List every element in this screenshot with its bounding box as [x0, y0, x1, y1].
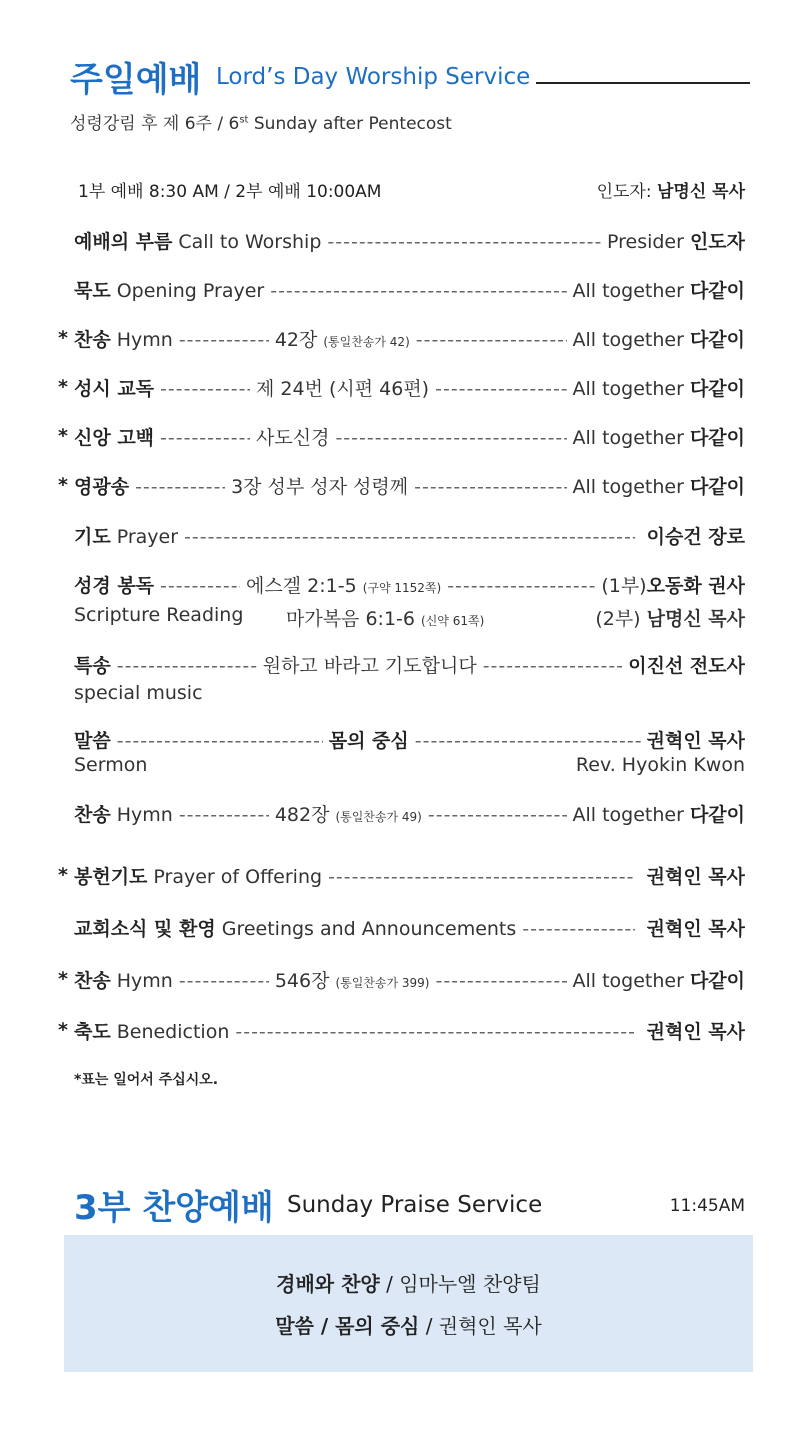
scripture-ko: 성경 봉독: [74, 575, 155, 597]
dash-leader: [235, 1021, 634, 1043]
scripture-passage-1: 에스겔 2:1-5: [246, 575, 357, 597]
sermon-row-2: [74, 754, 745, 776]
order-item-ko: 찬송: [74, 804, 111, 826]
subtitle-sup: st: [239, 114, 249, 126]
scripture-mid-2: [286, 604, 484, 631]
dash-leader: [117, 730, 323, 752]
dash-leader: [328, 866, 635, 888]
dash-leader: [414, 476, 566, 498]
special-music-row: [74, 651, 745, 678]
dash-leader: [184, 526, 635, 548]
scripture-reader-1: 오동화 권사: [646, 575, 745, 597]
dash-leader: [435, 378, 566, 400]
order-item-en: Hymn: [116, 329, 173, 351]
order-item-leader-ko: 다같이: [689, 280, 745, 302]
order-item-leader-ko: 다같이: [689, 970, 745, 992]
order-item-ko: 기도: [74, 526, 111, 548]
order-row: [74, 800, 745, 827]
page-title-en: Lord’s Day Worship Service: [216, 64, 531, 90]
praise-title-en: Sunday Praise Service: [287, 1192, 543, 1218]
order-row: [74, 374, 745, 401]
praise-title-ko: 3부 찬양예배: [74, 1188, 274, 1228]
order-item-leader-en: All together: [572, 476, 684, 498]
order-item-detail-text: 사도신경: [256, 427, 330, 449]
order-item-leader-ko: 다같이: [689, 476, 745, 498]
order-item-leader-ko: 권혁인 목사: [646, 1021, 745, 1043]
standing-mark: *: [58, 864, 68, 886]
subtitle-pre: 성령강림 후 제 6주 / 6: [70, 114, 240, 134]
order-item-detail-text: 546장: [274, 970, 330, 992]
order-item-leader-en: All together: [572, 378, 684, 400]
order-row: [74, 1017, 745, 1044]
scripture-passage-2: 마가복음 6:1-6: [286, 608, 415, 630]
order-item-detail-small: (통일찬송가 49): [335, 810, 422, 824]
order-item-leader-en: Presider: [606, 231, 684, 253]
order-row: [74, 914, 745, 941]
scripture-row: [74, 571, 745, 598]
order-item-leader-ko: 다같이: [689, 804, 745, 826]
order-item-leader-ko: 다같이: [689, 378, 745, 400]
sermon-preacher-en: Rev. Hyokin Kwon: [575, 754, 745, 776]
order-item-detail: [275, 800, 422, 827]
order-row: [74, 862, 745, 889]
order-item-en: Greetings and Announcements: [221, 918, 517, 940]
order-item-ko: 신앙 고백: [74, 427, 155, 449]
subtitle: [70, 109, 452, 134]
praise-line-2-rest: / 권혁인 목사: [419, 1314, 542, 1338]
order-item-ko: 축도: [74, 1021, 111, 1043]
scripture-page-2: (신약 61쪽): [421, 614, 485, 628]
praise-line-1-rest: / 임마누엘 찬양팀: [379, 1272, 541, 1296]
praise-line-1-bold: 경배와 찬양: [276, 1272, 380, 1296]
dash-leader: [117, 655, 257, 677]
scripture-service-2: (2부): [595, 608, 641, 630]
dash-leader: [179, 804, 269, 826]
dash-leader: [522, 918, 634, 940]
dash-leader: [179, 329, 269, 351]
order-item-leader-en: All together: [572, 970, 684, 992]
order-item-en: Opening Prayer: [116, 280, 265, 302]
sermon-row: [74, 726, 745, 753]
dash-leader: [428, 804, 567, 826]
sermon-ko: 말씀: [74, 730, 111, 752]
standing-mark: *: [58, 425, 68, 447]
dash-leader: [447, 575, 595, 597]
dash-leader: [179, 970, 269, 992]
title-divider: [536, 82, 750, 84]
order-item-leader-en: All together: [572, 329, 684, 351]
presider-info: [597, 177, 745, 202]
order-item-en: Benediction: [116, 1021, 230, 1043]
title-row: [70, 52, 750, 102]
order-row: [74, 472, 745, 499]
order-item-leader-ko: 다같이: [689, 427, 745, 449]
order-item-en: Hymn: [116, 804, 173, 826]
order-item-en: Hymn: [116, 970, 173, 992]
sermon-en: Sermon: [74, 754, 148, 776]
dash-leader: [160, 427, 250, 449]
dash-leader: [416, 329, 567, 351]
service-times: [78, 177, 745, 202]
order-item-ko: 영광송: [74, 476, 130, 498]
scripture-service-1: (1부): [601, 575, 647, 597]
scripture-mid: [246, 571, 441, 598]
order-item-detail: [231, 472, 408, 499]
order-row: [74, 522, 745, 549]
scripture-page-1: (구약 1152쪽): [362, 581, 442, 595]
standing-mark: *: [58, 1019, 68, 1041]
standing-mark: *: [58, 968, 68, 990]
presider-label: 인도자:: [596, 182, 657, 202]
dash-leader: [160, 575, 240, 597]
dash-leader: [415, 730, 641, 752]
order-item-leader-en: All together: [572, 280, 684, 302]
order-row: [74, 276, 745, 303]
order-item-ko: 교회소식 및 환영: [74, 918, 216, 940]
standing-mark: *: [58, 327, 68, 349]
order-item-ko: 찬송: [74, 329, 111, 351]
special-performer: 이진선 전도사: [628, 655, 745, 677]
order-item-leader-en: All together: [572, 427, 684, 449]
order-item-ko: 예배의 부름: [74, 231, 173, 253]
order-item-detail-text: 42장: [274, 329, 318, 351]
scripture-reader-2: 남명신 목사: [646, 608, 745, 630]
dash-leader: [335, 427, 566, 449]
order-item-leader-ko: 권혁인 목사: [646, 866, 745, 888]
praise-box: [64, 1235, 753, 1372]
dash-leader: [435, 970, 566, 992]
special-title: 원하고 바라고 기도합니다: [262, 655, 477, 677]
praise-line-2: [64, 1310, 753, 1339]
order-item-leader-en: All together: [572, 804, 684, 826]
order-row: [74, 227, 745, 254]
order-item-detail-text: 3장 성부 성자 성령께: [231, 476, 409, 498]
scripture-en: Scripture Reading: [74, 604, 244, 626]
order-item-ko: 봉헌기도: [74, 866, 148, 888]
special-ko: 특송: [74, 655, 111, 677]
dash-leader: [270, 280, 566, 302]
order-item-detail-small: (통일찬송가 399): [335, 976, 430, 990]
order-row: [74, 966, 745, 993]
order-item-en: Call to Worship: [178, 231, 322, 253]
order-item-detail: [275, 966, 430, 993]
order-item-ko: 찬송: [74, 970, 111, 992]
dash-leader: [160, 378, 250, 400]
service-times-left: 1부 예배 8:30 AM / 2부 예배 10:00AM: [78, 182, 382, 202]
special-en: special music: [74, 682, 203, 704]
order-item-detail-small: (통일찬송가 42): [323, 335, 410, 349]
dash-leader: [135, 476, 225, 498]
standing-mark: *: [58, 474, 68, 496]
standing-note: *표는 일어서 주십시오.: [74, 1072, 219, 1088]
order-item-leader-ko: 인도자: [689, 231, 745, 253]
order-item-detail: [275, 325, 410, 352]
order-item-leader-ko: 다같이: [689, 329, 745, 351]
order-item-en: Prayer of Offering: [153, 866, 323, 888]
praise-line-2-bold: 말씀 / 몸의 중심: [275, 1314, 420, 1338]
page-title-ko: 주일예배: [70, 60, 202, 100]
order-item-detail: [256, 423, 329, 450]
praise-time: 11:45AM: [669, 1196, 745, 1216]
dash-leader: [327, 231, 601, 253]
order-item-leader-ko: 이승건 장로: [646, 526, 745, 548]
dash-leader: [483, 655, 623, 677]
sermon-preacher: 권혁인 목사: [646, 730, 745, 752]
scripture-row-2: [74, 604, 745, 631]
order-item-leader-ko: 권혁인 목사: [646, 918, 745, 940]
standing-mark: *: [58, 376, 68, 398]
subtitle-post: Sunday after Pentecost: [248, 114, 452, 134]
order-item-ko: 묵도: [74, 280, 111, 302]
order-item-detail: [256, 374, 429, 401]
presider-name: 남명신 목사: [656, 182, 745, 202]
sermon-title: 몸의 중심: [328, 730, 409, 752]
order-item-ko: 성시 교독: [74, 378, 155, 400]
praise-line-1: [64, 1268, 753, 1297]
praise-header: [74, 1180, 745, 1230]
order-row: [74, 325, 745, 352]
order-item-detail-text: 482장: [274, 804, 330, 826]
order-row: [74, 423, 745, 450]
order-item-detail-text: 제 24번 (시편 46편): [256, 378, 430, 400]
order-item-en: Prayer: [116, 526, 179, 548]
